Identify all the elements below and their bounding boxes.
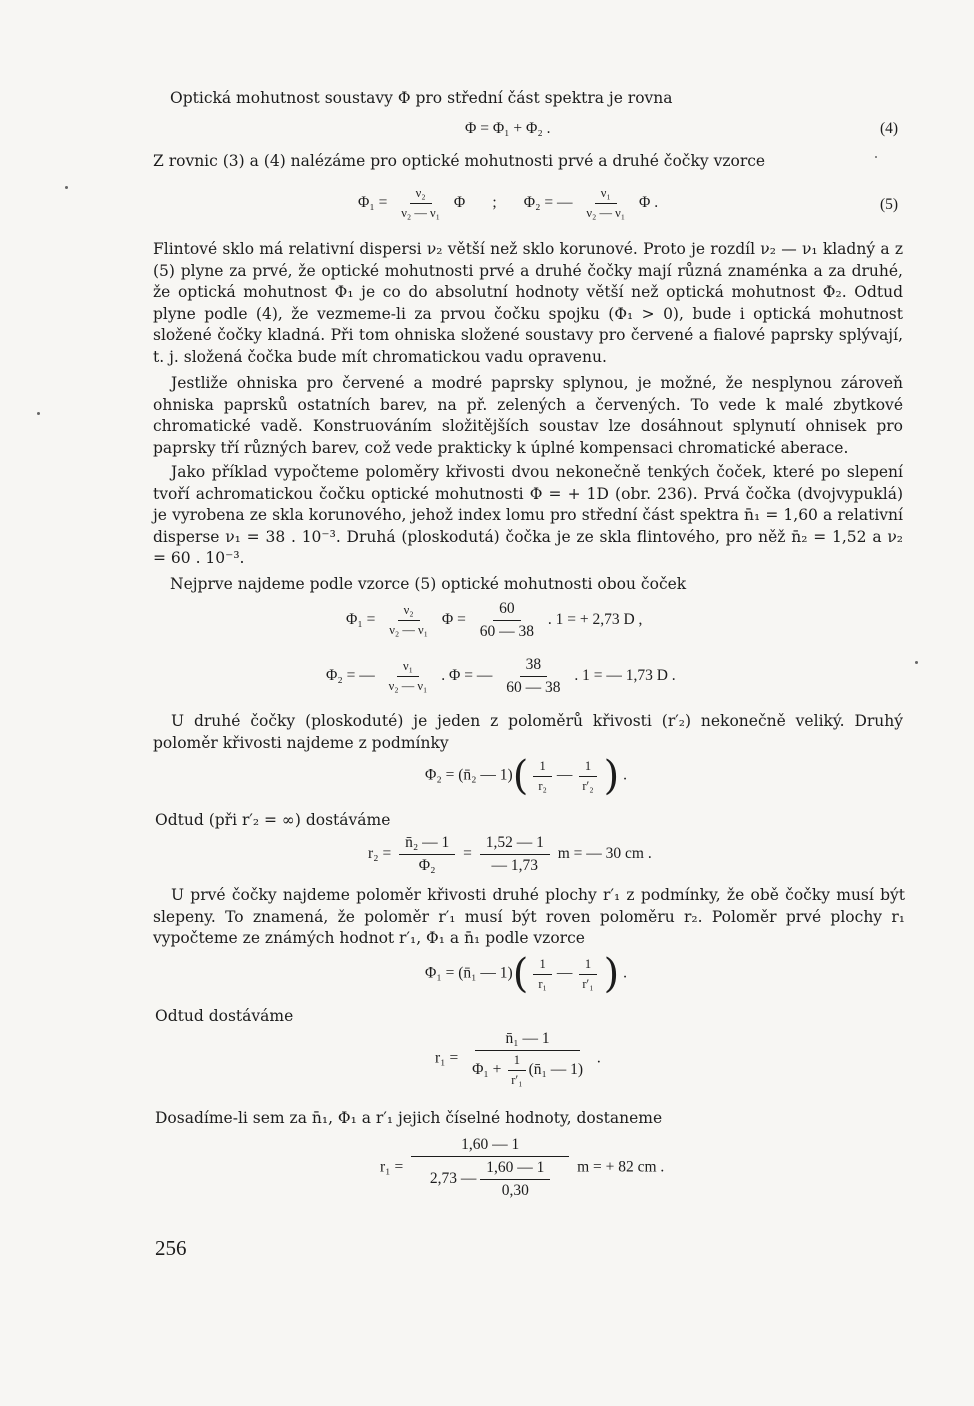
equation-4-label: (4) — [880, 120, 899, 137]
equation-4: Φ = Φ₁ + Φ₂ . — [465, 120, 551, 137]
scan-speck — [875, 156, 877, 158]
equation-5-label: (5) — [880, 196, 899, 213]
eq-b-denominator: 60 — 38 — [506, 679, 561, 696]
page-number: 256 — [155, 1236, 187, 1260]
eq-r1-numerator: 1,60 — 1 — [411, 1136, 569, 1157]
equation-r1-numeric: r₁ = 1,60 — 1 2,73 — $\frac{1,60 — 1}{0,30}$ m = + 82 cm . — [380, 1136, 665, 1199]
paragraph-odtud-2: Odtud dostáváme — [155, 1007, 294, 1025]
eq-r1-den-numerator: 1,60 — 1 — [480, 1159, 550, 1180]
eq-b-result: . 1 = — 1,73 D . — [574, 667, 676, 685]
scan-speck — [37, 412, 40, 415]
eq-b-numerator: 38 — [520, 656, 548, 677]
paragraph-uprve: U prvé čočky najdeme poloměr křivosti druhé plochy r′₁ z podmínky, že obě čočky musí být slepeny. To znamená, že poloměr r′₁ musí být roven poloměru r₂. Poloměr prvé plochy r₁ vypočteme ze známých hodnot r′₁, Φ₁ a n̄₁ podle vzorce — [153, 886, 905, 947]
paragraph-rovnic: Z rovnic (3) a (4) nalézáme pro optické mohutnosti prvé a druhé čočky vzorce — [153, 152, 766, 170]
eq-r1-den-a: 2,73 — — [429, 1170, 477, 1188]
paragraph-dosadime: Dosadíme-li sem za n̄₁, Φ₁ a r′₁ jejich číselné hodnoty, dostaneme — [155, 1109, 663, 1127]
paragraph-udruhe: U druhé čočky (ploskoduté) je jeden z poloměrů křivosti (r′₂) nekonečně veliký. Druhý poloměr křivosti najdeme z podmínky — [153, 712, 903, 752]
scan-speck — [915, 661, 918, 664]
paragraph-intro: Optická mohutnost soustavy Φ pro střední část spektra je rovna — [170, 89, 673, 107]
eq-a-denominator: 60 — 38 — [479, 623, 534, 640]
equation-r2: r₂ = $\frac{\text{n̄₂ — 1}}{\text{Φ₂}}$ = $\frac{1,52 — 1}{— 1,73}$ m = — 30 cm . — [368, 834, 652, 874]
paragraph-flint: Flintové sklo má relativní dispersi ν₂ větší než sklo korunové. Proto je rozdíl ν₂ — ν₁ kladný a z (5) plyne za prvé, že optické mohutnosti prvé a druhé čočky mají různá znaménka a za druhé, že optická mohutnost Φ₁ je co do absolutní hodnoty větší než optická mohutnost Φ₂. Odtud plyne podle (4), že vezmeme-li za prvou čočku spojku (Φ₁ > 0), bude i optická mohutnost složené čočky kladná. Při tom ohniska složené soustavy pro červené a fialové paprsky splývají, t. j. složená čočka bude mít chromatickou vadu opravenu. — [153, 240, 903, 366]
equation-phi1-numeric: Φ₁ = $\frac{\text{ν₂}}{\text{ν₂ — ν₁}}$ Φ = $\frac{60}{60 — 38}$ . 1 = + 2,73 D , — [346, 600, 643, 640]
equation-5: Φ₁ = $\frac{\text{ν₂}}{\text{ν₂ — ν₁}}$ Φ ; Φ₂ = — $\frac{\text{ν₁}}{\text{ν₂ — ν₁}}$ Φ . — [358, 186, 659, 220]
equation-r1-general: r₁ = n̄₁ — 1 Φ₁ + $\frac{1}{\text{r′₁}}$ (n̄₁ — 1) . — [435, 1030, 601, 1087]
eq-r1-result: m = + 82 cm . — [577, 1158, 665, 1176]
paragraph-nejprve: Nejprve najdeme podle vzorce (5) optické mohutnosti obou čoček — [170, 575, 687, 593]
paragraph-odtud-1: Odtud (při r′₂ = ∞) dostáváme — [155, 811, 391, 829]
equation-phi2-numeric: Φ₂ = — $\frac{\text{ν₁}}{\text{ν₂ — ν₁}}$ . Φ = — $\frac{38}{60 — 38}$ . 1 = — 1,73 D . — [326, 656, 676, 696]
eq-r2-numerator: 1,52 — 1 — [480, 834, 550, 855]
eq-r1-den-denominator: 0,30 — [501, 1182, 529, 1199]
equation-phi2-radii: Φ₂ = (n̄₂ — 1)( $\frac{1}{\text{r₂}}$ — $\frac{1}{\text{r′₂}}$ ) . — [425, 753, 627, 799]
equation-phi1-radii: Φ₁ = (n̄₁ — 1)( $\frac{1}{\text{r₁}}$ — $\frac{1}{\text{r′₁}}$ ) . — [425, 951, 627, 997]
scan-speck — [65, 186, 68, 189]
eq-a-result: . 1 = + 2,73 D , — [547, 611, 643, 629]
eq-a-numerator: 60 — [493, 600, 521, 621]
eq-r2-result: m = — 30 cm . — [557, 845, 652, 863]
paragraph-priklad: Jako příklad vypočteme poloměry křivosti dvou nekonečně tenkých čoček, které po slepení tvoří achromatickou čočku optické mohutnosti Φ = + 1D (obr. 236). Prvá čočka (dvojvypuklá) je vyrobena ze skla korunového, jehož index lomu pro střední část spektra n̄₁ = 1,60 a relativní disperse ν₁ = 38 . 10⁻³. Druhá (ploskodutá) čočka je ze skla flintového, pro něž n̄₂ = 1,52 a ν₂ = 60 . 10⁻³. — [153, 463, 903, 567]
eq-r2-denominator: — 1,73 — [491, 857, 539, 874]
paragraph-jestlize: Jestliže ohniska pro červené a modré paprsky splynou, je možné, že nesplynou zároveň ohniska paprsků ostatních barev, na př. zelených a červených. To vede k malé zbytkové chromatické vadě. Konstruováním složitějších soustav lze dosáhnout splynutí ohnisek pro paprsky tří různých barev, což vede prakticky k úplné kompensaci chromatické aberace. — [153, 374, 903, 457]
